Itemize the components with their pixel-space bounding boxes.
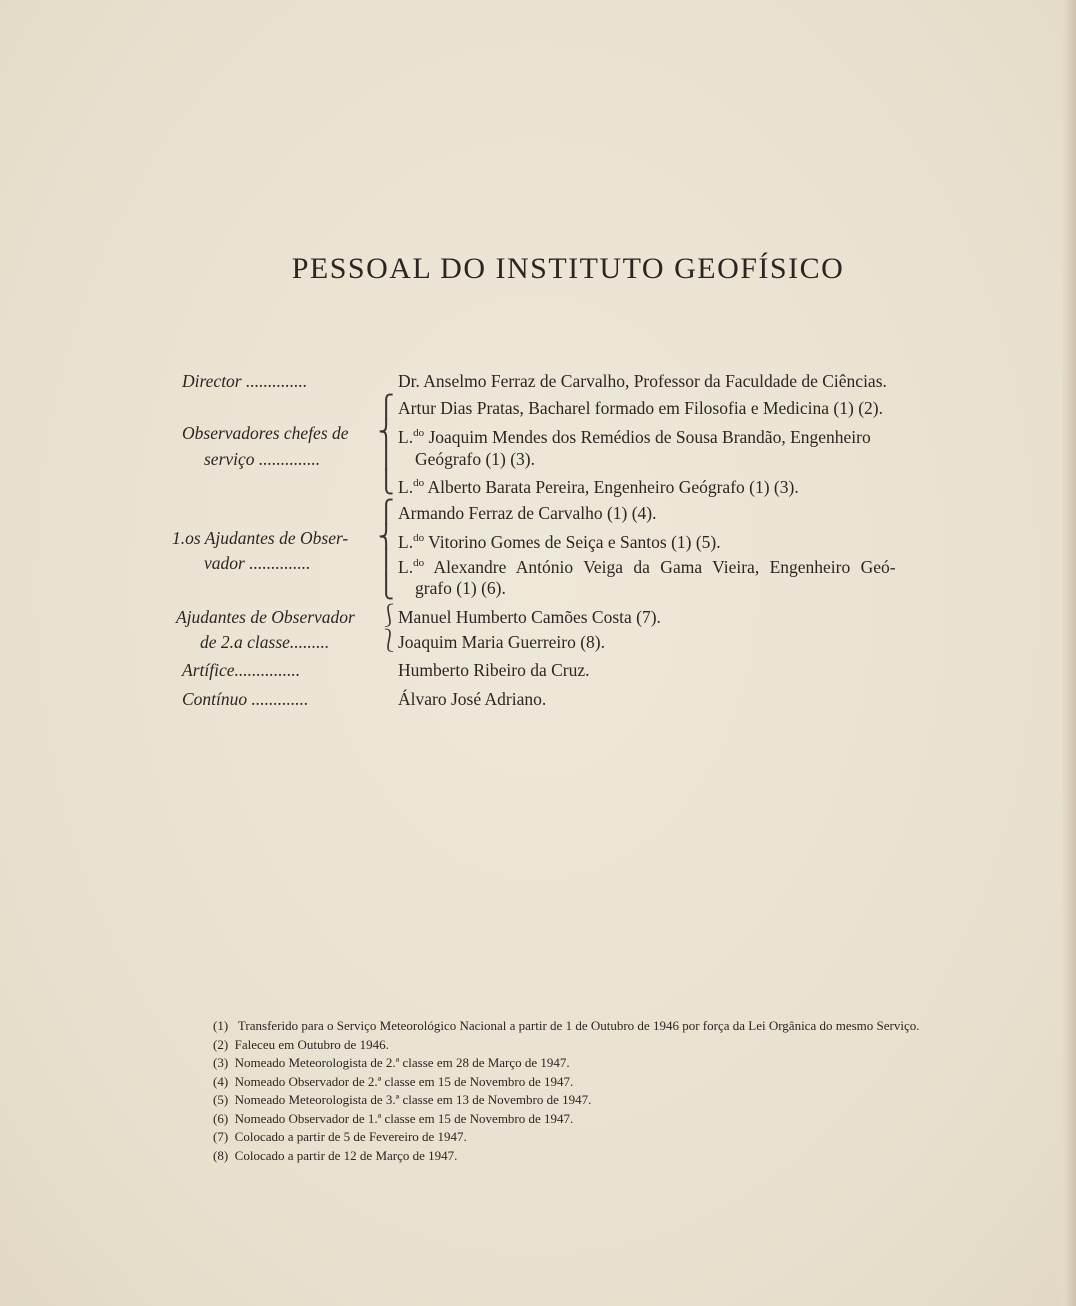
ajudantes1-line-2: L.$^{do}$ Vitorino Gomes de Seiça e Santos (1) (5). <box>398 531 721 552</box>
director-value: Dr. Anselmo Ferraz de Carvalho, Professor da Faculdade de Ciências. <box>398 371 887 391</box>
chefes-line-1: Artur Dias Pratas, Bacharel formado em Filosofia e Medicina (1) (2). <box>398 398 883 418</box>
page-edge <box>1062 0 1076 1306</box>
director-label: Director .............. <box>182 371 308 391</box>
footnote-6: (6) Nomeado Observador de 1.ª classe em 15 de Novembro de 1947. <box>213 1110 574 1126</box>
chefes-line-4: L.$^{do}$ Alberto Barata Pereira, Engenheiro Geógrafo (1) (3). <box>398 476 799 497</box>
chefes-label-2: serviço .............. <box>204 449 321 469</box>
chefes-line-3: Geógrafo (1) (3). <box>415 449 536 469</box>
footnote-7: (7) Colocado a partir de 5 de Fevereiro de 1947. <box>213 1129 467 1144</box>
ajudantes1-label-2: vador .............. <box>204 553 311 573</box>
ajudantes2-label-2: de 2.a classe......... <box>200 632 330 652</box>
footnote-3: (3) Nomeado Meteorologista de 2.ª classe em 28 de Março de 1947. <box>213 1055 570 1070</box>
ajudantes2-label-1: Ajudantes de Observador <box>176 607 355 627</box>
footnote-2: (2) Faleceu em Outubro de 1946. <box>213 1036 389 1052</box>
ajudantes1-label-1: 1.os Ajudantes de Obser- <box>172 528 349 548</box>
ajudantes2-line-1: Manuel Humberto Camões Costa (7). <box>398 607 661 627</box>
chefes-line-2: L.$^{do}$ Joaquim Mendes dos Remédios de Sousa Brandão, Engenheiro <box>398 426 871 447</box>
chefes-label-1: Observadores chefes de <box>182 423 349 443</box>
ajudantes1-line-3: L.$^{do}$ Alexandre António Veiga da Gama Vieira, Engenheiro Geó- <box>398 556 896 577</box>
ajudantes1-line-1: Armando Ferraz de Carvalho (1) (4). <box>398 503 657 523</box>
continuo-value: Álvaro José Adriano. <box>398 689 547 709</box>
footnote-5: (5) Nomeado Meteorologista de 3.ª classe em 13 de Novembro de 1947. <box>213 1092 592 1107</box>
continuo-label: Contínuo ............. <box>182 689 309 709</box>
ajudantes2-line-2: Joaquim Maria Guerreiro (8). <box>398 632 606 652</box>
ajudantes1-line-4: grafo (1) (6). <box>415 578 506 598</box>
footnote-4: (4) Nomeado Observador de 2.ª classe em 15 de Novembro de 1947. <box>213 1073 574 1089</box>
artifice-label: Artífice............... <box>182 660 301 680</box>
footnote-1: (1) Transferido para o Serviço Meteorológico Nacional a partir de 1 de Outubro de 1946 por força da Lei Orgânica do mesmo Serviço. <box>213 1018 920 1033</box>
footnote-8: (8) Colocado a partir de 12 de Março de 1947. <box>213 1147 458 1163</box>
footnotes <box>180 1017 960 1165</box>
page-title: PESSOAL DO INSTITUTO GEOFÍSICO <box>291 252 845 285</box>
artifice-value: Humberto Ribeiro da Cruz. <box>398 660 590 680</box>
